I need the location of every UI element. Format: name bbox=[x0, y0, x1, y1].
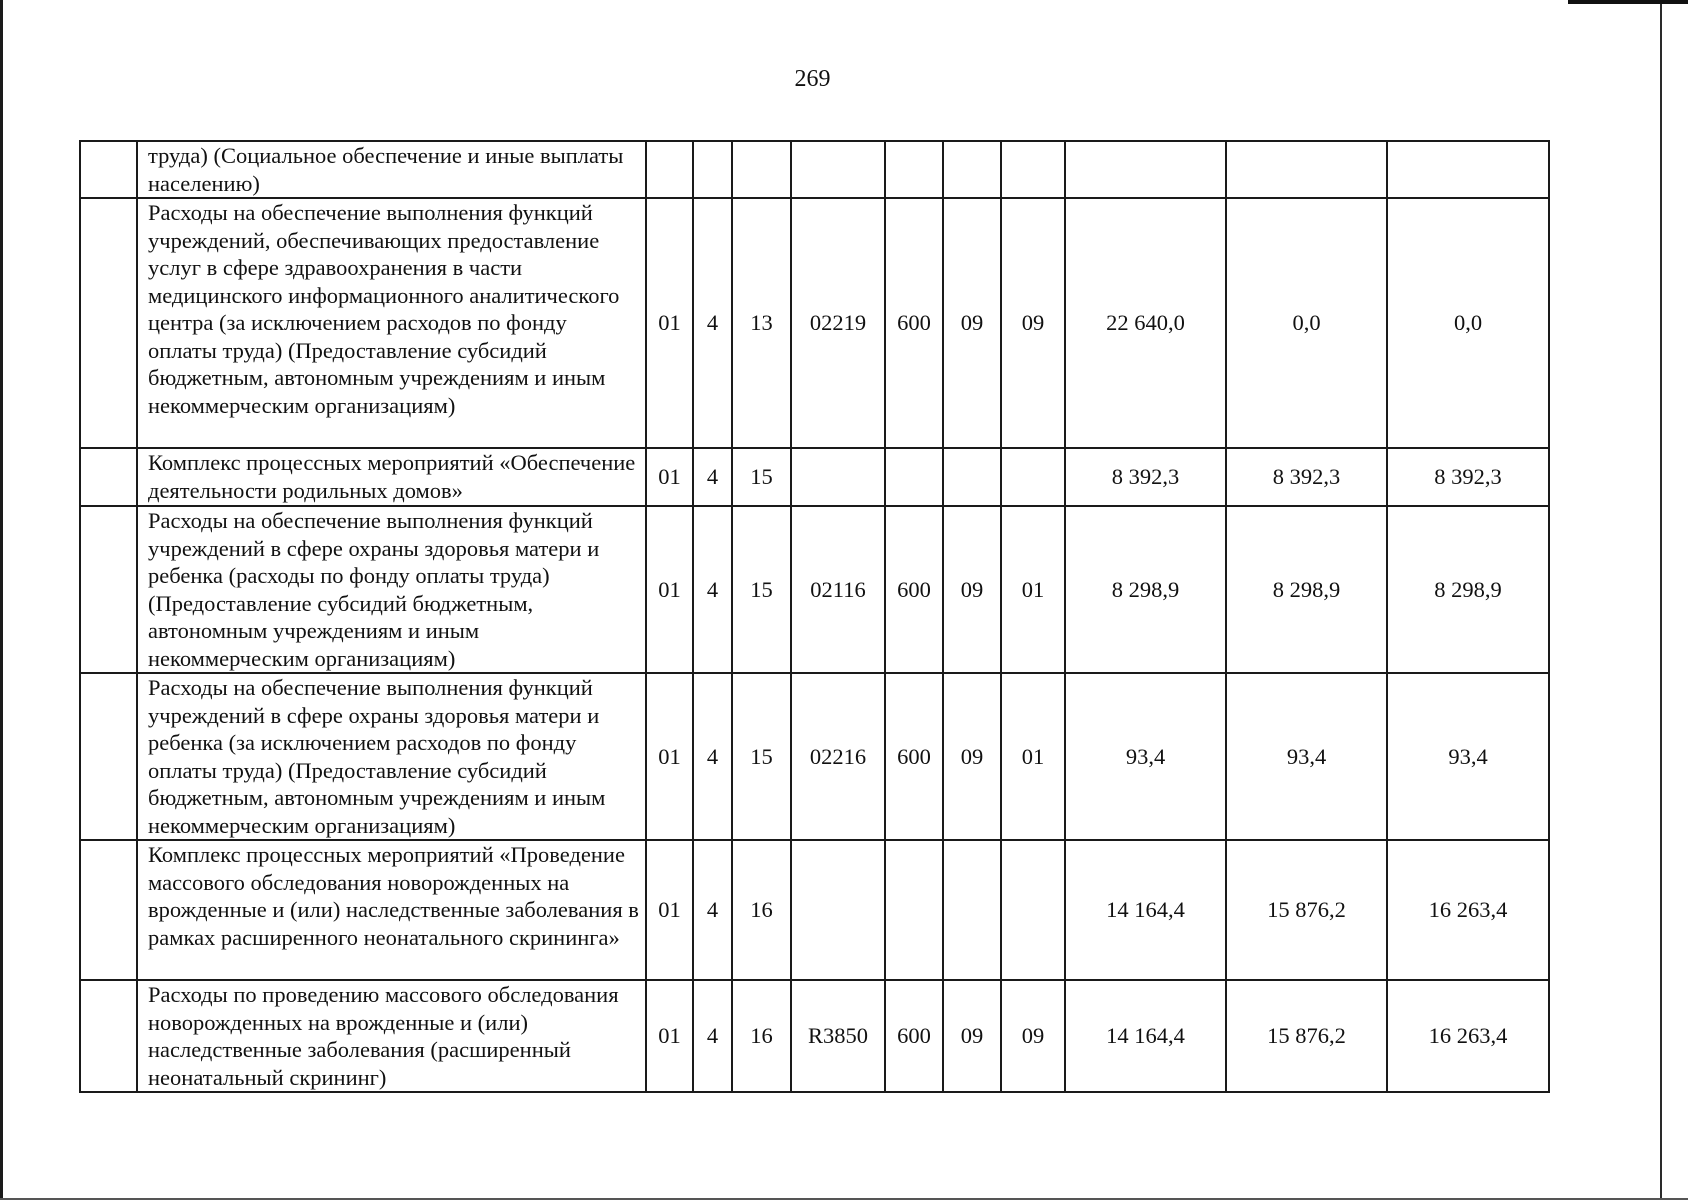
code-cell: 09 bbox=[943, 673, 1001, 840]
code-cell bbox=[885, 840, 943, 980]
code-cell: 15 bbox=[732, 448, 791, 506]
code-cell: 09 bbox=[943, 198, 1001, 448]
row-index-cell bbox=[80, 141, 137, 198]
scan-border-left bbox=[0, 0, 3, 1200]
amount-cell: 8 298,9 bbox=[1226, 506, 1387, 673]
amount-cell: 8 392,3 bbox=[1226, 448, 1387, 506]
table-row bbox=[80, 506, 1549, 673]
code-cell: 01 bbox=[646, 198, 693, 448]
code-cell bbox=[943, 141, 1001, 198]
code-cell: 15 bbox=[732, 673, 791, 840]
code-cell bbox=[1001, 448, 1065, 506]
table-row bbox=[80, 141, 1549, 198]
code-cell: 15 bbox=[732, 506, 791, 673]
code-cell: 09 bbox=[943, 980, 1001, 1092]
code-cell bbox=[646, 141, 693, 198]
code-cell bbox=[791, 840, 885, 980]
amount-cell: 14 164,4 bbox=[1065, 840, 1226, 980]
row-description: Комплекс процессных мероприятий «Проведение массового обследования новорожденных на врожденные и (или) наследственные заболевания в рамках расширенного неонатального скрининга» bbox=[137, 840, 646, 980]
row-description: Расходы на обеспечение выполнения функций учреждений, обеспечивающих предоставление услуг в сфере здравоохранения в части медицинского информационного аналитического центра (за исключением расходов по фонду оплаты труда) (Предоставление субсидий бюджетным, автономным учреждениям и иным некоммерческим организациям) bbox=[137, 198, 646, 448]
row-index-cell bbox=[80, 448, 137, 506]
code-cell bbox=[943, 840, 1001, 980]
amount-cell bbox=[1226, 141, 1387, 198]
code-cell: 600 bbox=[885, 673, 943, 840]
amount-cell: 15 876,2 bbox=[1226, 840, 1387, 980]
code-cell: 01 bbox=[646, 506, 693, 673]
code-cell: 4 bbox=[693, 840, 732, 980]
amount-cell: 14 164,4 bbox=[1065, 980, 1226, 1092]
amount-cell: 8 298,9 bbox=[1387, 506, 1549, 673]
amount-cell: 93,4 bbox=[1226, 673, 1387, 840]
scan-border-top bbox=[1568, 0, 1688, 4]
row-index-cell bbox=[80, 840, 137, 980]
code-cell: 02216 bbox=[791, 673, 885, 840]
code-cell: 02116 bbox=[791, 506, 885, 673]
row-index-cell bbox=[80, 673, 137, 840]
amount-cell bbox=[1387, 141, 1549, 198]
code-cell bbox=[1001, 840, 1065, 980]
code-cell bbox=[943, 448, 1001, 506]
code-cell: 16 bbox=[732, 980, 791, 1092]
code-cell bbox=[885, 448, 943, 506]
amount-cell: 8 392,3 bbox=[1387, 448, 1549, 506]
code-cell: 02219 bbox=[791, 198, 885, 448]
amount-cell: 93,4 bbox=[1065, 673, 1226, 840]
code-cell bbox=[732, 141, 791, 198]
code-cell: 4 bbox=[693, 506, 732, 673]
code-cell: 600 bbox=[885, 198, 943, 448]
code-cell: 600 bbox=[885, 980, 943, 1092]
table-row bbox=[80, 448, 1549, 506]
code-cell: 09 bbox=[943, 506, 1001, 673]
page-number: 269 bbox=[794, 66, 831, 92]
amount-cell bbox=[1065, 141, 1226, 198]
code-cell: 01 bbox=[646, 673, 693, 840]
code-cell: 16 bbox=[732, 840, 791, 980]
amount-cell: 8 298,9 bbox=[1065, 506, 1226, 673]
code-cell bbox=[791, 448, 885, 506]
amount-cell: 16 263,4 bbox=[1387, 840, 1549, 980]
code-cell: 4 bbox=[693, 198, 732, 448]
amount-cell: 93,4 bbox=[1387, 673, 1549, 840]
row-index-cell bbox=[80, 980, 137, 1092]
amount-cell: 15 876,2 bbox=[1226, 980, 1387, 1092]
row-index-cell bbox=[80, 198, 137, 448]
code-cell: 01 bbox=[1001, 506, 1065, 673]
code-cell: R3850 bbox=[791, 980, 885, 1092]
scan-border-right bbox=[1660, 0, 1662, 1200]
code-cell: 01 bbox=[646, 448, 693, 506]
row-description: Комплекс процессных мероприятий «Обеспечение деятельности родильных домов» bbox=[137, 448, 646, 506]
budget-table bbox=[79, 140, 1550, 1093]
amount-cell: 0,0 bbox=[1226, 198, 1387, 448]
table-row bbox=[80, 840, 1549, 980]
row-description: Расходы по проведению массового обследования новорожденных на врожденные и (или) наследственные заболевания (расширенный неонатальный скрининг) bbox=[137, 980, 646, 1092]
code-cell: 01 bbox=[646, 980, 693, 1092]
code-cell: 01 bbox=[646, 840, 693, 980]
amount-cell: 0,0 bbox=[1387, 198, 1549, 448]
row-description: Расходы на обеспечение выполнения функций учреждений в сфере охраны здоровья матери и ребенка (расходы по фонду оплаты труда) (Предоставление субсидий бюджетным, автономным учреждениям и иным некоммерческим организациям) bbox=[137, 506, 646, 673]
code-cell bbox=[693, 141, 732, 198]
code-cell: 13 bbox=[732, 198, 791, 448]
amount-cell: 22 640,0 bbox=[1065, 198, 1226, 448]
amount-cell: 8 392,3 bbox=[1065, 448, 1226, 506]
code-cell: 4 bbox=[693, 980, 732, 1092]
code-cell bbox=[1001, 141, 1065, 198]
row-index-cell bbox=[80, 506, 137, 673]
table-row bbox=[80, 980, 1549, 1092]
code-cell: 09 bbox=[1001, 980, 1065, 1092]
code-cell bbox=[885, 141, 943, 198]
table-row bbox=[80, 673, 1549, 840]
code-cell bbox=[791, 141, 885, 198]
code-cell: 600 bbox=[885, 506, 943, 673]
code-cell: 09 bbox=[1001, 198, 1065, 448]
code-cell: 01 bbox=[1001, 673, 1065, 840]
row-description: Расходы на обеспечение выполнения функций учреждений в сфере охраны здоровья матери и ребенка (за исключением расходов по фонду оплаты труда) (Предоставление субсидий бюджетным, автономным учреждениям и иным некоммерческим организациям) bbox=[137, 673, 646, 840]
code-cell: 4 bbox=[693, 673, 732, 840]
table-row bbox=[80, 198, 1549, 448]
row-description: труда) (Социальное обеспечение и иные выплаты населению) bbox=[137, 141, 646, 198]
amount-cell: 16 263,4 bbox=[1387, 980, 1549, 1092]
code-cell: 4 bbox=[693, 448, 732, 506]
